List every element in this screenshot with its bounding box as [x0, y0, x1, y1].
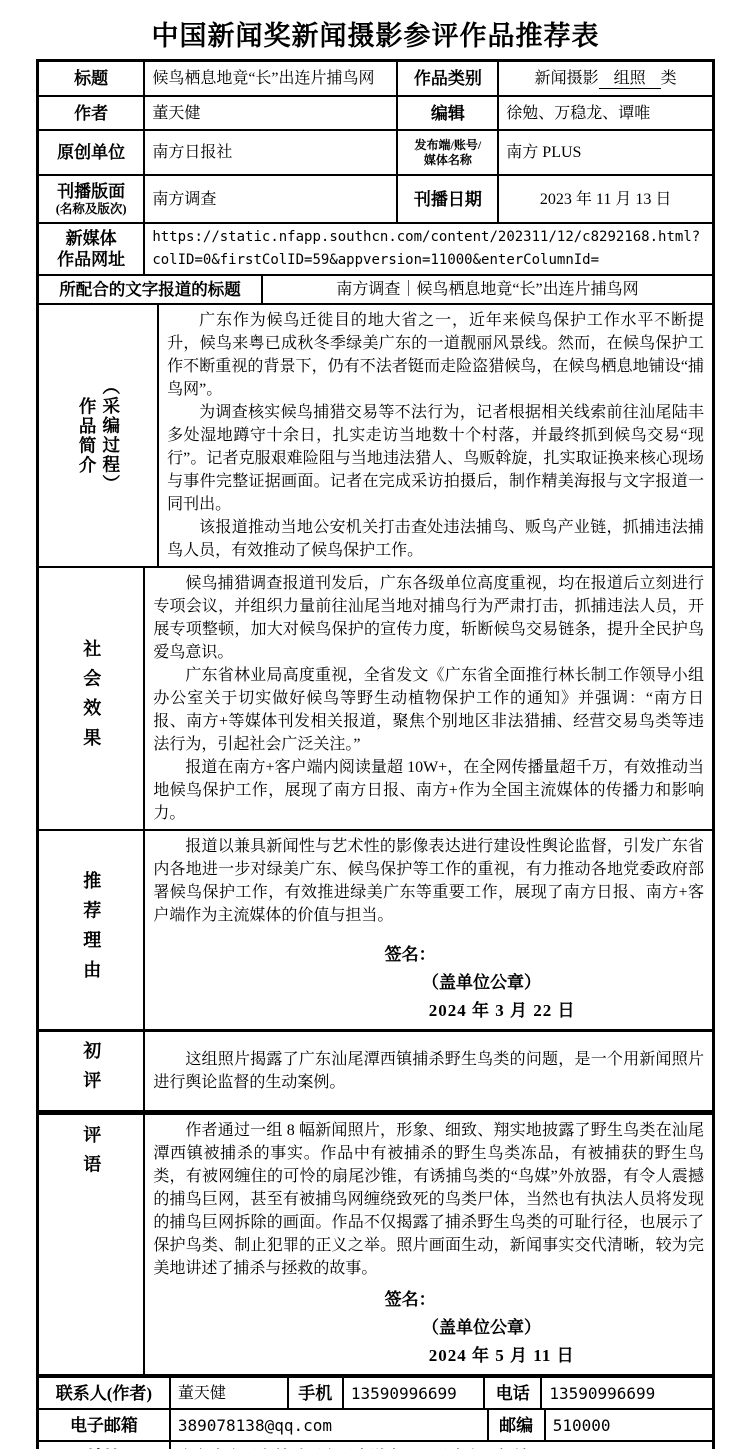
intro-label-sub: （采编过程）: [100, 377, 121, 494]
social-effect-body: [143, 568, 712, 829]
category-prefix: 新闻摄影: [534, 70, 599, 87]
page-title: 中国新闻奖新闻摄影参评作品推荐表: [151, 21, 600, 51]
signature-label: 签名：: [384, 945, 436, 964]
org-value: 南方日报社: [143, 131, 396, 174]
title-label: 标题: [74, 69, 109, 88]
row-url: [39, 222, 712, 274]
edition-label: [39, 176, 143, 222]
editor-label: 编辑: [396, 97, 497, 129]
category-type-underlined: 组照: [599, 69, 661, 89]
signature-label: 签名：: [384, 1290, 436, 1309]
author-label: 作者: [74, 103, 109, 123]
date-value: 2023 年 11 月 13 日: [497, 176, 712, 222]
row-title-category: [39, 62, 712, 95]
row-text-report: [39, 274, 712, 303]
edition-label-line1: 刊播版面: [57, 182, 126, 201]
platform-label: [396, 131, 497, 174]
final-comment-body: [143, 1115, 712, 1374]
intro-label-main: 作品简介: [77, 396, 98, 475]
author-value: 董天健: [143, 97, 396, 129]
final-comment-paragraph: 作者通过一组 8 幅新闻照片，形象、细致、翔实地披露了野生鸟类在汕尾潭西镇被捕杀的事实。作品中有被捕杀的野生鸟类冻品，有被捕获的野生鸟类，有被网缠住的可怜的扇尾沙锥，有诱捕鸟类的“鸟媒”外放器，有令人震撼的捕鸟巨网，甚至有被捕鸟网缠绕致死的鸟类尸体，当然也有执法人员将发现的捕鸟巨网拆除的画面。作品不仅揭露了捕杀野生鸟类的可耻行径，也展示了保护鸟类、制止犯罪的正义之举。照片画面生动，新闻事实交代清晰，较为完美地讲述了捕杀与拯救的故事。: [153, 1122, 704, 1277]
phone-label: 电话: [483, 1378, 540, 1408]
edition-label-line2: (名称及版次): [55, 202, 127, 216]
url-label-line2: 作品网址: [57, 250, 126, 269]
org-label: 原创单位: [57, 143, 126, 162]
url-label: [39, 224, 143, 274]
url-label-line1: 新媒体: [65, 229, 117, 248]
signature-date: 2024 年 5 月 11 日: [428, 1346, 575, 1365]
social-effect-paragraph: 广东省林业局高度重视，全省发文《广东省全面推行林长制工作领导小组办公室关于切实做好候鸟等野生动植物保护工作的通知》并强调：“南方日报、南方+等媒体刊发相关报道，聚焦个别地区非法猎捕、经营交易鸟类等违法行为，引起社会广泛关注。”: [153, 667, 704, 753]
first-review-paragraph: 这组照片揭露了广东汕尾潭西镇捕杀野生鸟类的问题，是一个用新闻照片进行舆论监督的生动案例。: [153, 1051, 704, 1091]
recommendation-paragraph: 报道以兼具新闻性与艺术性的影像表达进行建设性舆论监督，引发广东省内各地进一步对绿美广东、候鸟保护等工作的重视，有力推动各地党委政府部署候鸟保护工作，有效推进绿美广东等重要工作，展现了南方日报、南方+客户端作为主流媒体的价值与担当。: [153, 838, 704, 924]
first-review-body: [143, 1032, 712, 1110]
first-review-label: 初评: [81, 1041, 102, 1101]
platform-label-line2: 媒体名称: [423, 152, 472, 167]
title-value: 候鸟栖息地竟“长”出连片捕鸟网: [143, 62, 396, 95]
contact-person-value: 董天健: [169, 1378, 287, 1408]
edition-value: 南方调查: [143, 176, 396, 222]
postcode-value: 510000: [544, 1410, 712, 1440]
intro-paragraph: 该报道推动当地公安机关打击查处违法捕鸟、贩鸟产业链，抓捕违法捕鸟人员，有效推动了候鸟保护工作。: [167, 519, 704, 559]
email-value: 389078138@qq.com: [169, 1410, 487, 1440]
date-label: 刊播日期: [396, 176, 497, 222]
social-effect-paragraph: 报道在南方+客户端内阅读量超 10W+，在全网传播量超千万，有效推动当地候鸟保护工作，展现了南方日报、南方+作为全国主流媒体的传播力和影响力。: [153, 759, 704, 822]
category-value: [497, 62, 712, 95]
section-intro: [39, 303, 712, 566]
mobile-value: 13590996699: [342, 1378, 483, 1408]
recommendation-body: [143, 831, 712, 1029]
social-effect-paragraph: 候鸟捕猎调查报道刊发后，广东各级单位高度重视，均在报道后立刻进行专项会议，并组织力量前往汕尾当地对捕鸟行为严肃打击，抓捕违法人员，开展专项整顿，加大对候鸟保护的宣传力度，斩断候鸟交易链条，提升全民护鸟爱鸟意识。: [153, 575, 704, 661]
address-label: [39, 1442, 169, 1449]
seal-note: （盖单位公章）: [421, 1318, 541, 1337]
section-final-comment: [39, 1110, 712, 1374]
recommendation-label: 推荐理由: [81, 870, 102, 990]
social-effect-label: 社会效果: [81, 639, 102, 758]
url-value: https://static.nfapp.southcn.com/content/202311/12/c8292168.html?colID=0&firstColID=59&appversion=11000&enterColumnId=: [143, 224, 712, 274]
seal-note: （盖单位公章）: [421, 973, 541, 992]
row-contact-person: [39, 1374, 712, 1408]
section-first-review: [39, 1029, 712, 1110]
editor-value: 徐勉、万稳龙、谭唯: [497, 97, 712, 129]
email-label: 电子邮箱: [69, 1415, 138, 1435]
intro-body: [157, 305, 712, 566]
platform-label-line1: 发布端/账号/: [414, 137, 482, 152]
recommendation-signature-block: [385, 941, 704, 1025]
platform-value: 南方 PLUS: [497, 131, 712, 174]
text-report-label: 所配合的文字报道的标题: [59, 280, 241, 299]
intro-label: [39, 305, 157, 566]
postcode-label: 邮编: [487, 1410, 544, 1440]
category-suffix: 类: [660, 70, 677, 87]
row-contact-address: [39, 1440, 712, 1449]
row-org-platform: [39, 129, 712, 174]
row-contact-email: [39, 1408, 712, 1440]
intro-paragraph: 广东作为候鸟迁徙目的地大省之一，近年来候鸟保护工作水平不断提升，候鸟来粤已成秋冬季绿美广东的一道靓丽风景线。然而，在候鸟保护工作不断重视的背景下，仍有不法者铤而走险盗猎候鸟，在候鸟栖息地铺设“捕鸟网”。: [167, 312, 704, 398]
section-social-effect: [39, 566, 712, 829]
category-label: 作品类别: [396, 62, 497, 95]
row-author-editor: [39, 95, 712, 129]
form-table: [36, 59, 715, 1449]
contact-person-label: 联系人(作者): [55, 1383, 153, 1403]
signature-date: 2024 年 3 月 22 日: [428, 1001, 576, 1020]
text-report-value: 南方调查｜候鸟栖息地竟“长”出连片捕鸟网: [261, 276, 712, 303]
final-comment-label: 评语: [81, 1125, 102, 1185]
section-recommendation: [39, 829, 712, 1029]
mobile-label: 手机: [287, 1378, 342, 1408]
intro-paragraph: 为调查核实候鸟捕猎交易等不法行为，记者根据相关线索前往汕尾陆丰多处湿地蹲守十余日，扎实走访当地数十个村落，并最终抓到候鸟交易“现行”。记者克服艰难险阻与当地违法猎人、鸟贩斡旋，扎实取证换来核心现场与事件完整证据画面。记者在完成采访拍摄后，制作精美海报与文字报道一同刊出。: [167, 404, 704, 513]
row-edition-date: [39, 174, 712, 222]
final-comment-signature-block: [385, 1286, 704, 1370]
phone-value: 13590996699: [540, 1378, 712, 1408]
address-value: [169, 1442, 712, 1449]
